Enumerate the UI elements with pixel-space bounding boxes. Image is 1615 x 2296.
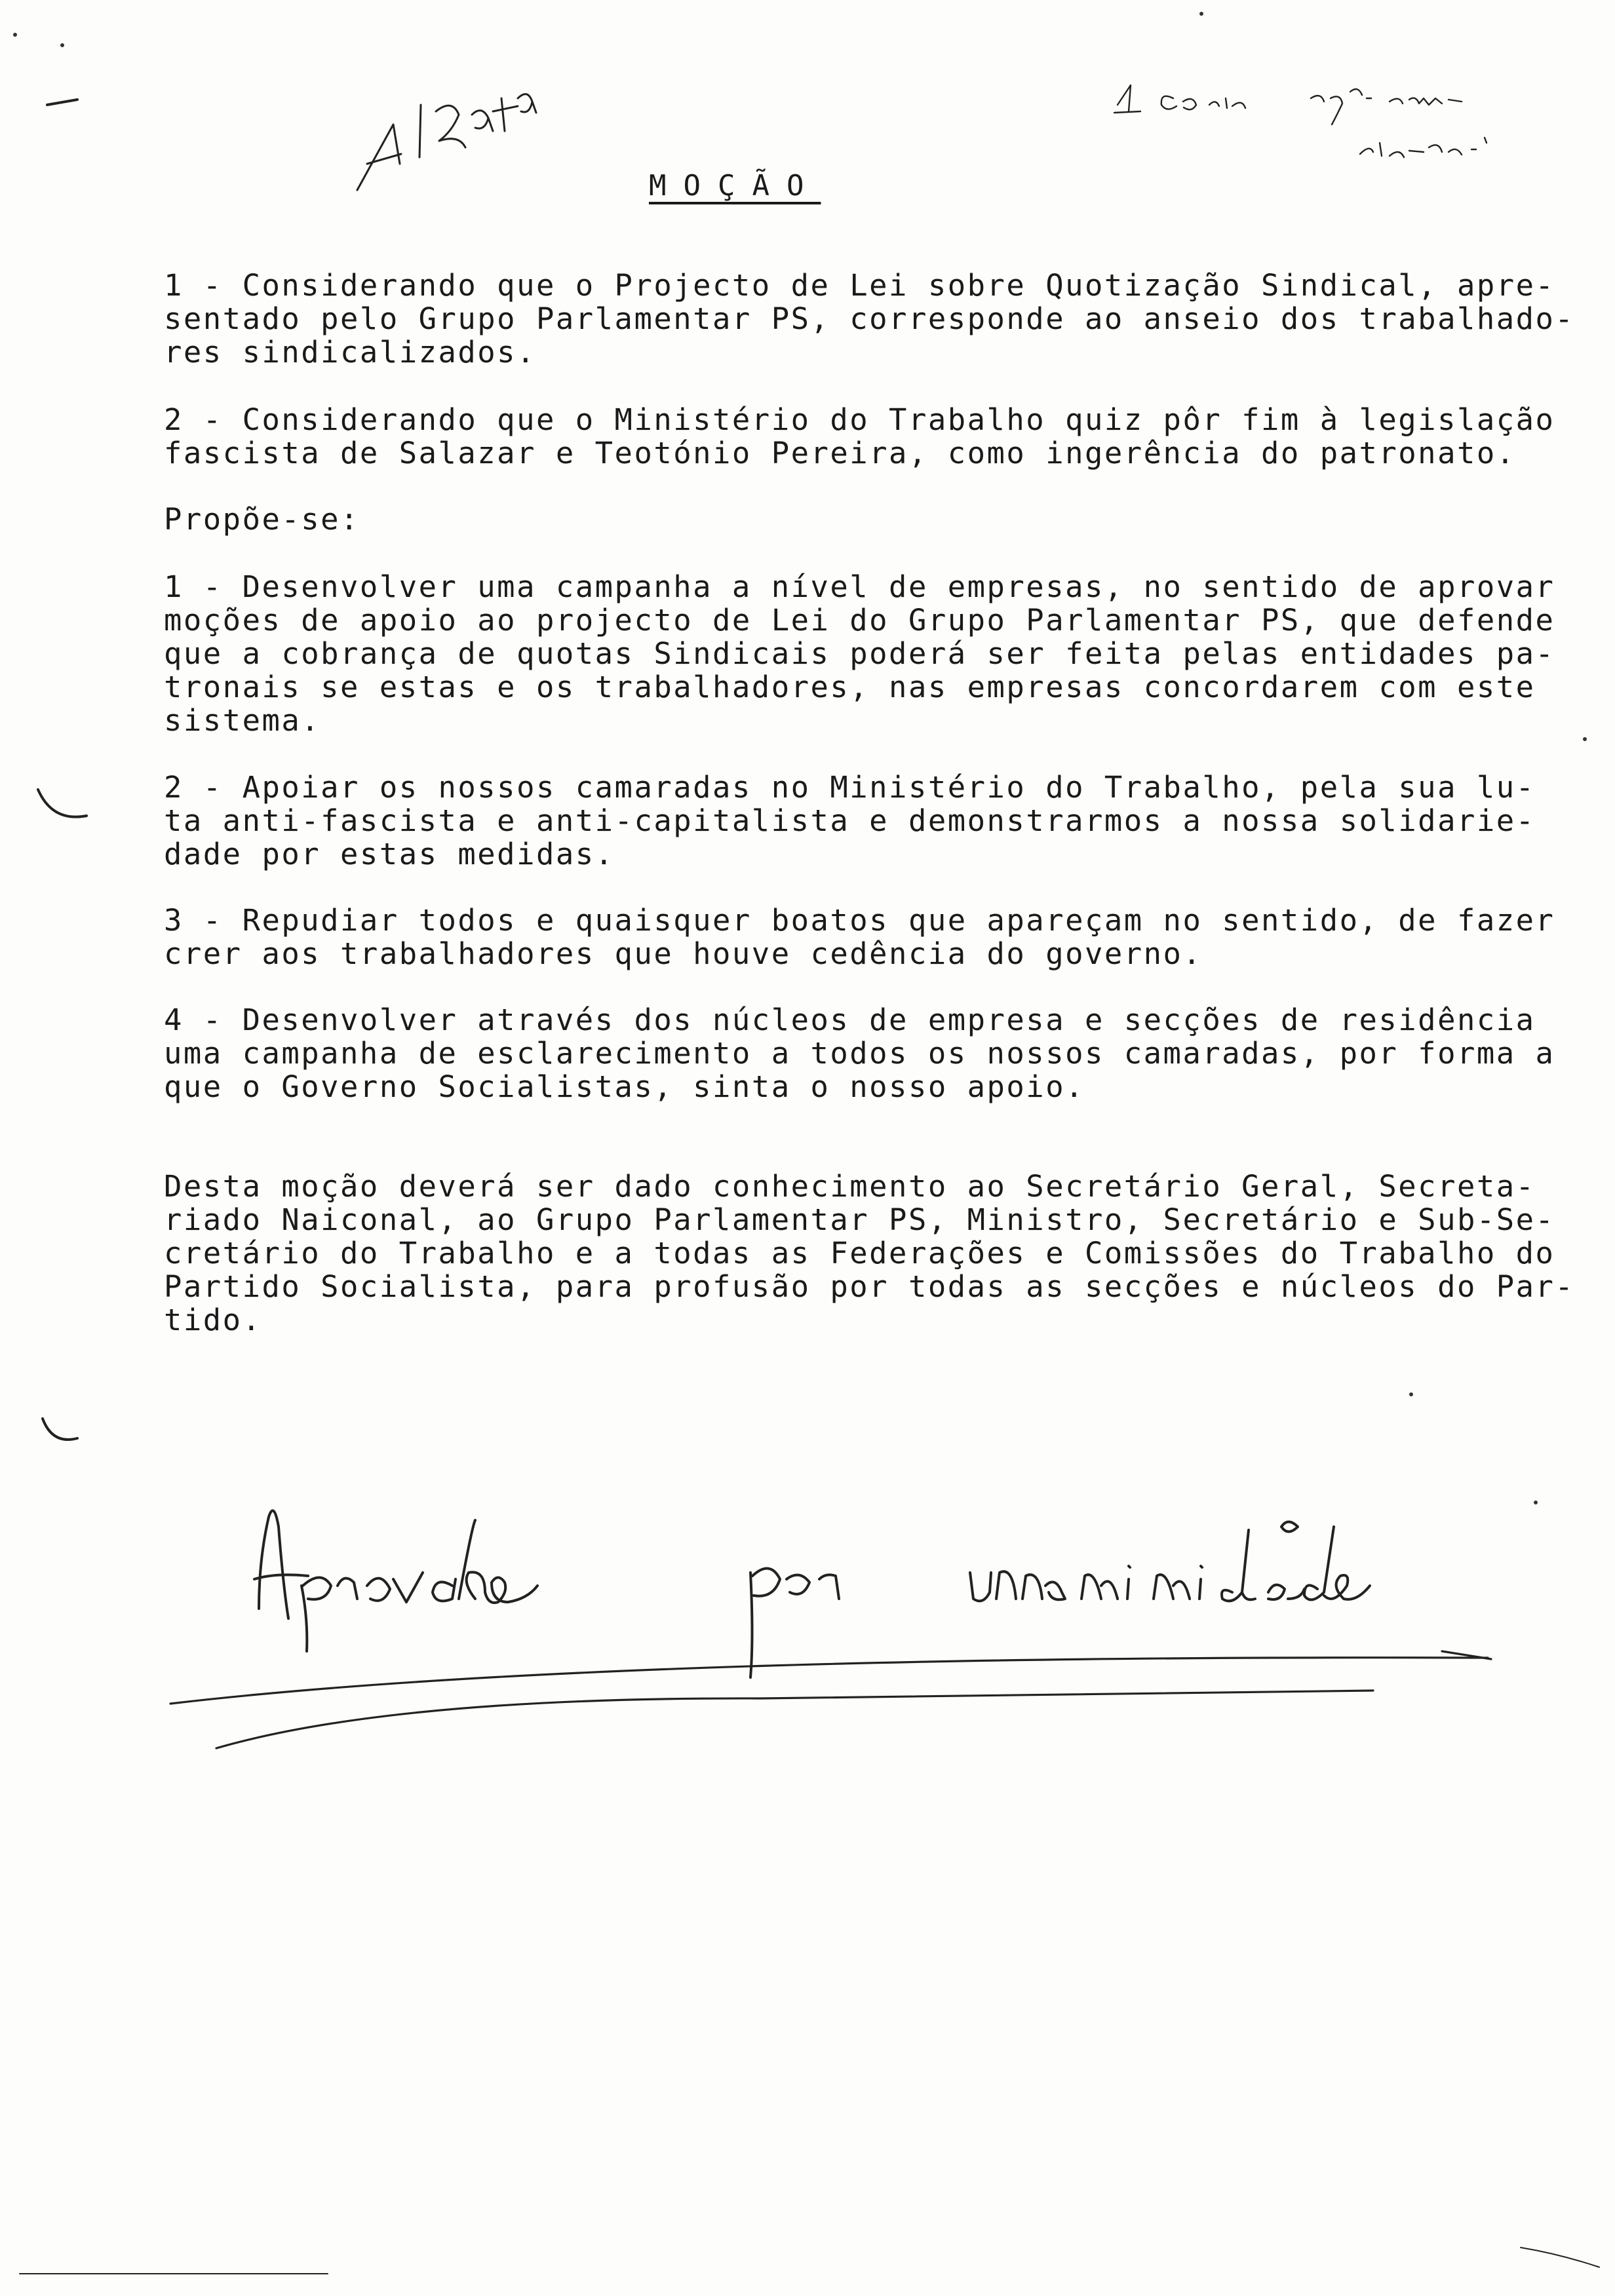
- proposes-label: Propõe-se:: [164, 502, 360, 537]
- proposal-2: 2 - Apoiar os nossos camaradas no Ministério do Trabalho, pela sua lu- ta anti-fascista e anti-capitalista e demonstrarmos a nossa solidarie- dade por estas medidas.: [164, 770, 1536, 871]
- proposal-4: 4 - Desenvolver através dos núcleos de empresa e secções de residência uma campanha de esclarecimento a todos os nossos camaradas, por forma a que o Governo Socialistas, sinta o nosso apoio.: [164, 1003, 1555, 1104]
- proposal-3: 3 - Repudiar todos e quaisquer boatos que apareçam no sentido, de fazer crer aos trabalhadores que houve cedência do governo.: [164, 903, 1555, 971]
- paper-speck: [1583, 737, 1587, 741]
- paper-speck: [1534, 1501, 1538, 1504]
- paper-speck: [1409, 1392, 1413, 1396]
- closing-paragraph: Desta moção deverá ser dado conhecimento ao Secretário Geral, Secreta- riado Naiconal, ao Grupo Parlamentar PS, Ministro, Secretário e Sub-Se- cretário do Trabalho e a todas as Federações e Comissões do Trabalho do Partido Socialista, para profusão por todas as secções e núcleos do Par- tido.: [164, 1169, 1575, 1337]
- proposal-1: 1 - Desenvolver uma campanha a nível de empresas, no sentido de aprovar moções de apoio ao projecto de Lei do Grupo Parlamentar PS, que defende que a cobrança de quotas Sindicais poderá ser feita pelas entidades pa- tronais se estas e os trabalhadores, nas empresas concordarem com este sistema.: [164, 569, 1555, 738]
- paper-speck: [13, 33, 17, 37]
- paper-speck: [60, 43, 64, 47]
- consideration-2: 2 - Considerando que o Ministério do Trabalho quiz pôr fim à legislação fascista de Salazar e Teotónio Pereira, como ingerência do patronato.: [164, 402, 1555, 470]
- consideration-1: 1 - Considerando que o Projecto de Lei sobre Quotização Sindical, apre- sentado pelo Grupo Parlamentar PS, corresponde ao anseio dos trabalhado- res sindicalizados.: [164, 268, 1575, 370]
- paper-speck: [1199, 12, 1203, 16]
- document-title: MOÇÃO: [649, 169, 821, 202]
